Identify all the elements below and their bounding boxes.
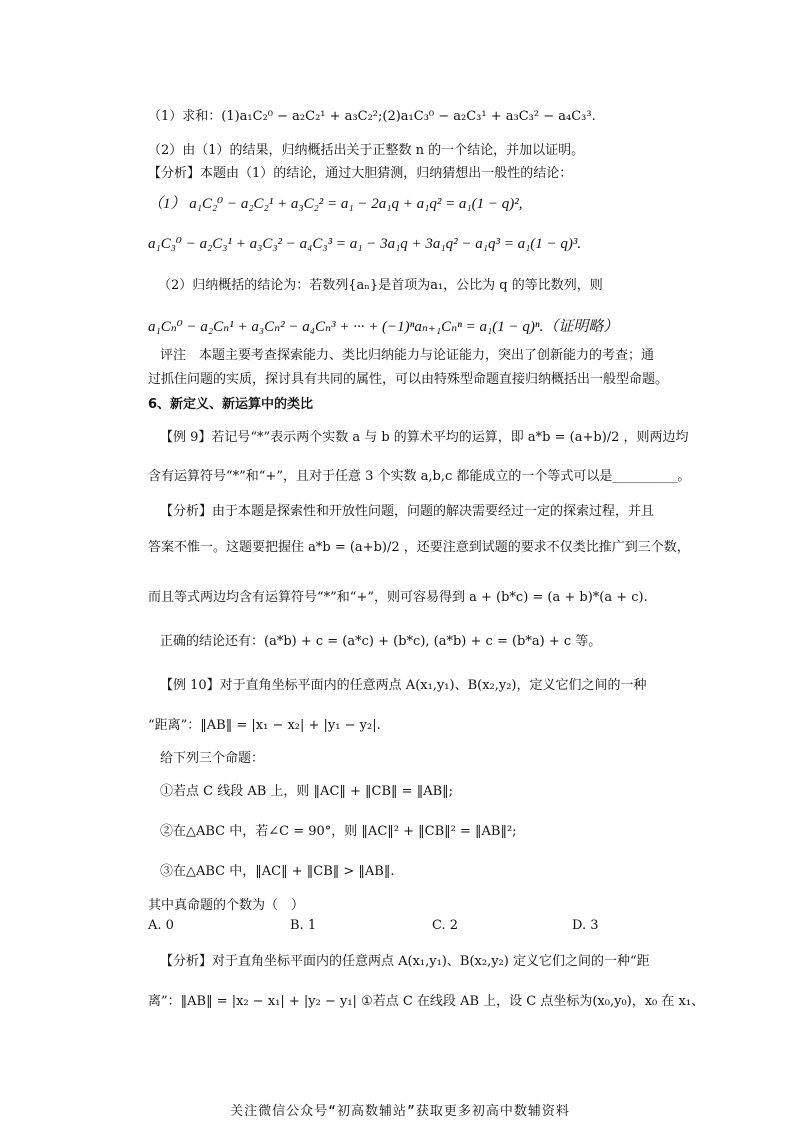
question-line: 其中真命题的个数为（ ） xyxy=(148,898,305,913)
analysis-9-line-4: 正确的结论还有：(a*b) + c = (a*c) + (b*c), (a*b) + c = (b*a) + c 等。 xyxy=(160,634,602,649)
choice-b: B. 1 xyxy=(290,918,317,933)
analysis-10-line-2: 离”：‖AB‖ = |x₂ − x₁| + |y₂ − y₁| ①若点 C 在线段 AB 上，设 C 点坐标为(x₀,y₀)，x₀ 在 x₁、 xyxy=(148,994,705,1009)
comment-line-1: 评注 本题主要考查探索能力、类比归纳能力与论证能力，突出了创新能力的考查；通 xyxy=(160,348,655,363)
example-9-line-1: 【例 9】若记号“*”表示两个实数 a 与 b 的算术平均的运算，即 a*b = (a+b)/2 ，则两边均 xyxy=(160,430,689,445)
page-footer: 关注微信公众号“初高数辅站”获取更多初高中数辅资料 xyxy=(230,1104,570,1119)
formula-part-1b: a₁C₃⁰ − a₂C₃¹ + a₃C₃² − a₄C₃³ = a₁ − 3a₁q + 3a₁q² − a₁q³ = a₁(1 − q)³. xyxy=(148,236,582,252)
analysis-intro: 【分析】本题由（1）的结论，通过大胆猜测，归纳猜想出一般性的结论： xyxy=(148,166,573,181)
formula-part-1: （1） a₁C₂⁰ − a₂C₂¹ + a₃C₂² = a₁ − 2a₁q + a₁q² = a₁(1 − q)², xyxy=(148,196,523,212)
example-10-line-1: 【例 10】对于直角坐标平面内的任意两点 A(x₁,y₁)、B(x₂,y₂)，定义它们之间的一种 xyxy=(160,678,647,693)
choice-d: D. 3 xyxy=(572,918,599,933)
analysis-9-line-2: 答案不惟一。这题要把握住 a*b = (a+b)/2 ，还要注意到试题的要求不仅类比推广到三个数， xyxy=(148,540,690,555)
section-heading: 6、新定义、新运算中的类比 xyxy=(148,397,314,412)
proposition-3: ③在△ABC 中，‖AC‖ + ‖CB‖ > ‖AB‖. xyxy=(160,864,395,879)
choice-a: A. 0 xyxy=(148,918,174,933)
propositions-intro: 给下列三个命题： xyxy=(160,751,265,766)
problem-part-2: （2）由（1）的结果，归纳概括出关于正整数 n 的一个结论，并加以证明。 xyxy=(148,143,585,158)
analysis-10-line-1: 【分析】对于直角坐标平面内的任意两点 A(x₁,y₁)、B(x₂,y₂) 定义它们之间的一种“距 xyxy=(160,954,650,969)
comment-line-2: 过抓住问题的实质，探讨具有共同的属性，可以由特殊型命题直接归纳概括出一般型命题。 xyxy=(148,372,669,387)
proposition-2: ②在△ABC 中，若∠C = 90°，则 ‖AC‖² + ‖CB‖² = ‖AB‖²; xyxy=(160,824,517,839)
example-10-line-2: “距离”：‖AB‖ = |x₁ − x₂| + |y₁ − y₂|. xyxy=(148,718,381,733)
analysis-9-line-1: 【分析】由于本题是探索性和开放性问题，问题的解决需要经过一定的探索过程，并且 xyxy=(160,504,655,519)
proposition-1: ①若点 C 线段 AB 上，则 ‖AC‖ + ‖CB‖ = ‖AB‖; xyxy=(160,784,454,799)
general-formula: a₁Cₙ⁰ − a₂Cₙ¹ + a₃Cₙ² − a₄Cₙ³ + ··· + (−1)ⁿaₙ₊₁Cₙⁿ = a₁(1 − q)ⁿ.（证明略） xyxy=(148,319,619,335)
choice-c: C. 2 xyxy=(432,918,459,933)
conclusion-statement: （2）归纳概括的结论为：若数列{aₙ}是首项为a₁，公比为 q 的等比数列，则 xyxy=(158,278,603,293)
example-9-line-2: 含有运算符号“*”和“+”，且对于任意 3 个实数 a,b,c 都能成立的一个等式可以是__________。 xyxy=(148,469,691,484)
problem-part-1: （1）求和：(1)a₁C₂⁰ − a₂C₂¹ + a₃C₂²;(2)a₁C₃⁰ − a₂C₃¹ + a₃C₃² − a₄C₃³. xyxy=(148,109,596,124)
analysis-9-line-3: 而且等式两边均含有运算符号“*”和“+”，则可容易得到 a + (b*c) = (a + b)*(a + c). xyxy=(148,590,648,605)
